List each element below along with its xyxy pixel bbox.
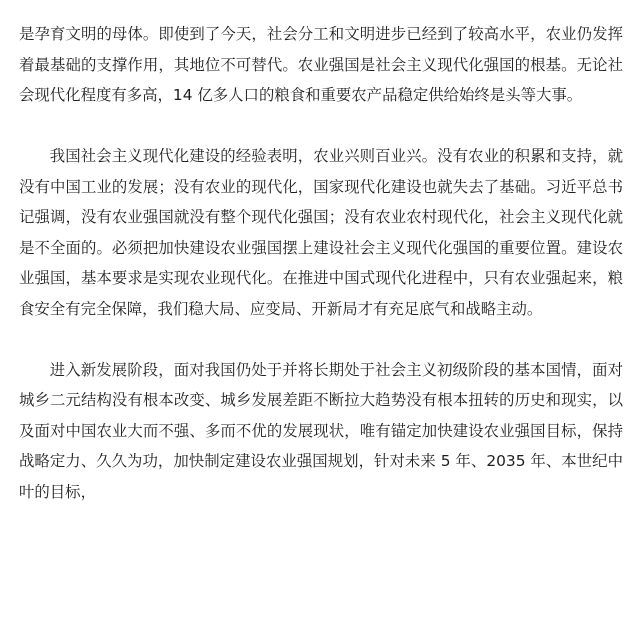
paragraph-1 xyxy=(19,19,623,111)
paragraph-3-text: 进入新发展阶段，面对我国仍处于并将长期处于社会主义初级阶段的基本国情，面对城乡二元结构没有根本改变、城乡发展差距不断拉大趋势没有根本扭转的历史和现实，以及面对中国农业大而不强、多而不优的发展现状，唯有锚定加快建设农业强国目标，保持战略定力、久久为功，加快制定建设农业强国规划，针对未来 5 年、2035 年、本世纪中叶的目标， xyxy=(19,360,623,501)
paragraph-1-text: 是孕育文明的母体。即使到了今天，社会分工和文明进步已经到了较高水平，农业仍发挥着最基础的支撑作用，其地位不可替代。农业强国是社会主义现代化强国的根基。无论社会现代化程度有多高，14 亿多人口的粮食和重要农产品稳定供给始终是头等大事。 xyxy=(19,25,623,104)
article-body xyxy=(19,19,623,507)
paragraph-2 xyxy=(19,141,623,324)
paragraph-3 xyxy=(19,355,623,508)
paragraph-2-text: 我国社会主义现代化建设的经验表明，农业兴则百业兴。没有农业的积累和支持，就没有中国工业的发展；没有农业的现代化，国家现代化建设也就失去了基础。习近平总书记强调，没有农业强国就没有整个现代化强国；没有农业农村现代化，社会主义现代化就是不全面的。必须把加快建设农业强国摆上建设社会主义现代化强国的重要位置。建设农业强国，基本要求是实现农业现代化。在推进中国式现代化进程中，只有农业强起来，粮食安全有完全保障，我们稳大局、应变局、开新局才有充足底气和战略主动。 xyxy=(19,147,623,318)
